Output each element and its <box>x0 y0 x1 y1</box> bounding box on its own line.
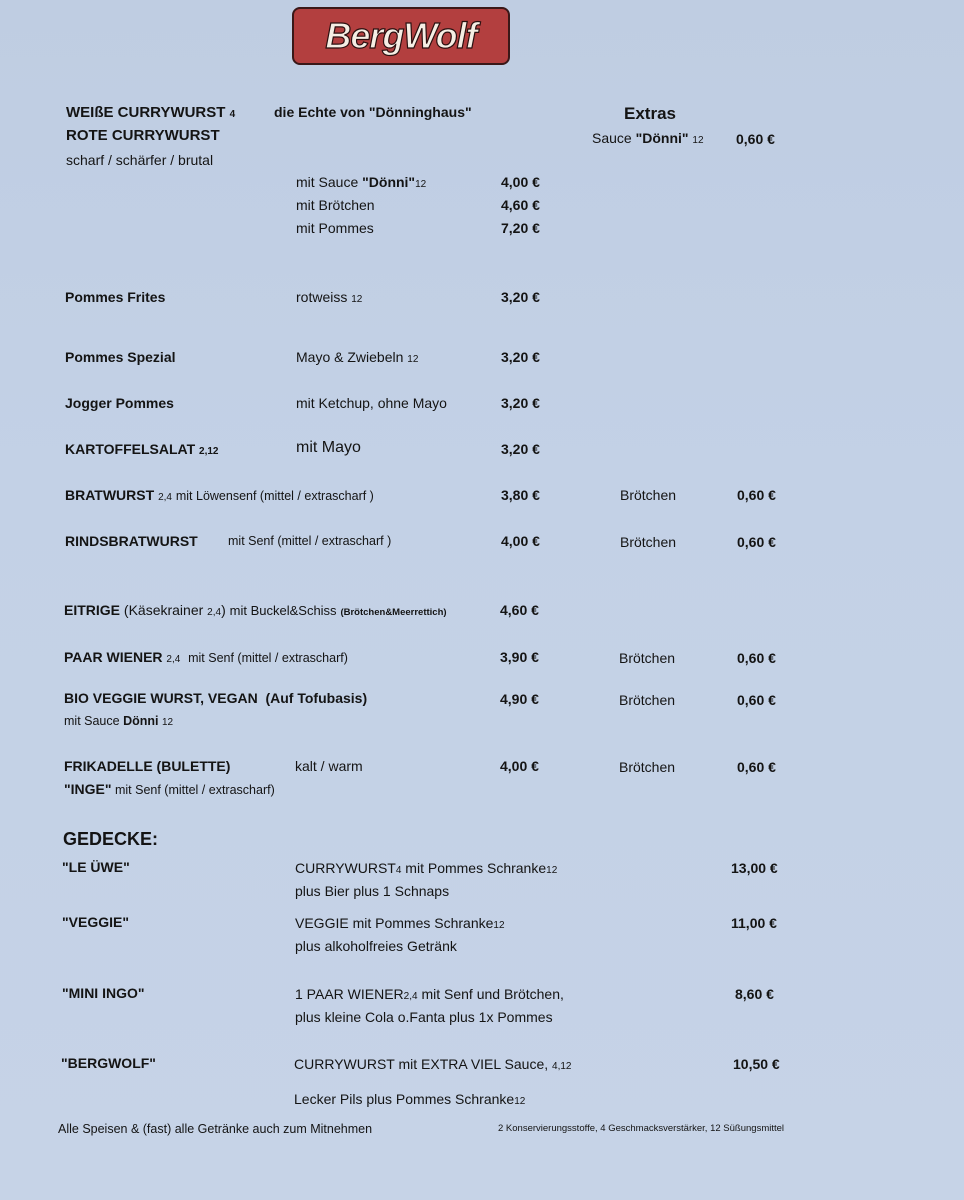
curry-option-sauce-pre: mit Sauce <box>296 174 363 190</box>
pommes-spezial-desc-text: Mayo & Zwiebeln <box>296 349 404 365</box>
frikadelle-sub-bold: "INGE" <box>64 781 112 797</box>
rindsbratwurst-extra-price: 0,60 € <box>737 534 776 550</box>
weisse-currywurst-note: die Echte von "Dönninghaus" <box>274 104 472 120</box>
footer-takeaway-note: Alle Speisen & (fast) alle Getränke auch zum Mitnehmen <box>58 1122 373 1136</box>
rindsbratwurst-extra: Brötchen <box>620 534 677 550</box>
paar-wiener-extra: Brötchen <box>619 650 676 666</box>
mini-ingo-price: 8,60 € <box>735 986 774 1002</box>
veggie-menu-line2: plus alkoholfreies Getränk <box>295 938 457 954</box>
pommes-frites-desc <box>296 289 362 306</box>
le-uewe-name: "LE ÜWE" <box>62 859 130 875</box>
paar-wiener-price: 3,90 € <box>500 649 539 665</box>
paar-wiener-desc: mit Senf (mittel / extrascharf) <box>188 651 348 665</box>
curry-option-sauce-sup: 12 <box>415 179 427 190</box>
bratwurst-name: BRATWURST <box>65 487 155 503</box>
bergwolf-menu-line2-sup: 12 <box>514 1096 526 1107</box>
extras-sauce-price: 0,60 € <box>736 131 775 147</box>
frikadelle-extra-price: 0,60 € <box>737 759 776 775</box>
pommes-spezial-sup: 12 <box>407 354 419 365</box>
curry-option-sauce-price: 4,00 € <box>501 174 540 190</box>
mini-ingo-line1-b: mit Senf und Brötchen, <box>417 986 564 1002</box>
bio-veggie-sub-pre: mit Sauce <box>64 714 124 728</box>
pommes-spezial-desc <box>296 349 418 366</box>
pommes-frites-name: Pommes Frites <box>65 289 166 305</box>
eitrige-price: 4,60 € <box>500 602 539 618</box>
curry-option-sauce <box>296 174 426 191</box>
curry-option-pommes-price: 7,20 € <box>501 220 540 236</box>
paar-wiener-name: PAAR WIENER <box>64 649 163 665</box>
frikadelle-sub <box>64 781 275 797</box>
pommes-spezial-name: Pommes Spezial <box>65 349 176 365</box>
bergwolf-menu-line1 <box>294 1056 572 1073</box>
mini-ingo-line1-a: 1 PAAR WIENER <box>295 986 404 1002</box>
veggie-menu-name: "VEGGIE" <box>62 914 129 930</box>
bio-veggie-name <box>64 690 367 706</box>
paar-wiener-row <box>64 649 348 666</box>
extras-title: Extras <box>624 104 676 123</box>
le-uewe-line1-a: CURRYWURST <box>295 860 396 876</box>
le-uewe-line1-sup2: 12 <box>546 865 558 876</box>
extras-sauce-sup: 12 <box>692 135 704 146</box>
rote-currywurst-title: ROTE CURRYWURST <box>66 127 220 144</box>
bratwurst-row <box>65 487 374 504</box>
bratwurst-price: 3,80 € <box>501 487 540 503</box>
eitrige-name: EITRIGE <box>64 602 121 618</box>
paar-wiener-sup: 2,4 <box>166 654 181 665</box>
eitrige-desc: mit Buckel&Schiss <box>229 603 337 618</box>
veggie-menu-line1 <box>295 915 505 932</box>
jogger-pommes-desc: mit Ketchup, ohne Mayo <box>296 395 447 411</box>
footer-additives-legend: 2 Konservierungsstoffe, 4 Geschmacksverstärker, 12 Süßungsmittel <box>498 1123 785 1134</box>
frikadelle-name: FRIKADELLE (BULETTE) <box>64 758 231 774</box>
kartoffelsalat-sup: 2,12 <box>199 446 219 457</box>
bratwurst-extra-price: 0,60 € <box>737 487 776 503</box>
weisse-currywurst-title <box>66 104 235 121</box>
kartoffelsalat-name <box>65 441 219 458</box>
pommes-frites-desc-text: rotweiss <box>296 289 348 305</box>
frikadelle-extra: Brötchen <box>619 759 676 775</box>
logo-text: BergWolf <box>325 15 477 56</box>
bergwolf-menu-line2 <box>294 1091 525 1108</box>
bratwurst-desc: mit Löwensenf (mittel / extrascharf ) <box>175 489 374 503</box>
eitrige-sup: 2,4 <box>207 607 222 618</box>
bergwolf-menu-name: "BERGWOLF" <box>61 1055 156 1071</box>
bergwolf-menu-line1-a: CURRYWURST mit EXTRA VIEL Sauce, <box>294 1056 553 1072</box>
spice-levels: scharf / schärfer / brutal <box>66 152 214 168</box>
curry-option-sauce-bold: "Dönni" <box>362 174 416 190</box>
eitrige-small: (Brötchen&Meerrettich) <box>340 607 447 618</box>
veggie-menu-line1-a: VEGGIE mit Pommes Schranke <box>295 915 494 931</box>
bio-veggie-paren: (Auf Tofubasis) <box>265 690 368 706</box>
eitrige-paren-end: ) <box>221 602 226 618</box>
mini-ingo-line1-sup: 2,4 <box>403 991 418 1002</box>
mini-ingo-line1 <box>295 986 564 1003</box>
curry-option-broetchen: mit Brötchen <box>296 197 375 213</box>
bio-veggie-extra-price: 0,60 € <box>737 692 776 708</box>
jogger-pommes-name: Jogger Pommes <box>65 395 174 411</box>
bio-veggie-sub <box>64 714 173 729</box>
curry-option-broetchen-price: 4,60 € <box>501 197 540 213</box>
eitrige-row <box>64 602 447 619</box>
weisse-currywurst-sup: 4 <box>229 109 236 120</box>
veggie-menu-price: 11,00 € <box>731 915 777 931</box>
frikadelle-desc: kalt / warm <box>295 758 363 774</box>
mini-ingo-line2: plus kleine Cola o.Fanta plus 1x Pommes <box>295 1009 553 1025</box>
jogger-pommes-price: 3,20 € <box>501 395 540 411</box>
extras-sauce-label <box>592 130 704 147</box>
le-uewe-price: 13,00 € <box>731 860 778 876</box>
le-uewe-line1-b: mit Pommes Schranke <box>401 860 547 876</box>
bergwolf-menu-line2-a: Lecker Pils plus Pommes Schranke <box>294 1091 515 1107</box>
bergwolf-menu-line1-sup: 4,12 <box>552 1061 572 1072</box>
rindsbratwurst-desc: mit Senf (mittel / extrascharf ) <box>228 534 392 548</box>
extras-sauce-prefix: Sauce <box>592 130 636 146</box>
bratwurst-sup: 2,4 <box>158 492 172 503</box>
frikadelle-sub-rest: mit Senf (mittel / extrascharf) <box>111 783 275 797</box>
bio-veggie-extra: Brötchen <box>619 692 676 708</box>
kartoffelsalat-name-text: KARTOFFELSALAT <box>65 441 196 457</box>
weisse-currywurst-name: WEIßE CURRYWURST <box>66 104 226 121</box>
bratwurst-extra: Brötchen <box>620 487 677 503</box>
rindsbratwurst-name: RINDSBRATWURST <box>65 533 198 549</box>
gedecke-title: GEDECKE: <box>63 829 159 849</box>
bergwolf-logo <box>292 7 510 65</box>
eitrige-paren: (Käsekrainer <box>123 602 204 618</box>
curry-option-pommes: mit Pommes <box>296 220 374 236</box>
frikadelle-price: 4,00 € <box>500 758 539 774</box>
le-uewe-line1 <box>295 860 557 877</box>
pommes-frites-sup: 12 <box>351 294 363 305</box>
veggie-menu-line1-sup: 12 <box>493 920 505 931</box>
bio-veggie-name-text: BIO VEGGIE WURST, VEGAN <box>64 690 258 706</box>
kartoffelsalat-desc: mit Mayo <box>296 439 361 456</box>
kartoffelsalat-price: 3,20 € <box>501 441 540 457</box>
pommes-frites-price: 3,20 € <box>501 289 540 305</box>
rindsbratwurst-price: 4,00 € <box>501 533 540 549</box>
mini-ingo-name: "MINI INGO" <box>62 985 145 1001</box>
bio-veggie-price: 4,90 € <box>500 691 539 707</box>
bio-veggie-sub-sup: 12 <box>161 717 174 728</box>
pommes-spezial-price: 3,20 € <box>501 349 540 365</box>
bio-veggie-sub-bold: Dönni <box>123 714 159 728</box>
bergwolf-menu-price: 10,50 € <box>733 1056 780 1072</box>
le-uewe-line1-sup: 4 <box>395 865 402 876</box>
paar-wiener-extra-price: 0,60 € <box>737 650 776 666</box>
extras-sauce-name: "Dönni" <box>635 130 689 146</box>
le-uewe-line2: plus Bier plus 1 Schnaps <box>295 883 450 899</box>
